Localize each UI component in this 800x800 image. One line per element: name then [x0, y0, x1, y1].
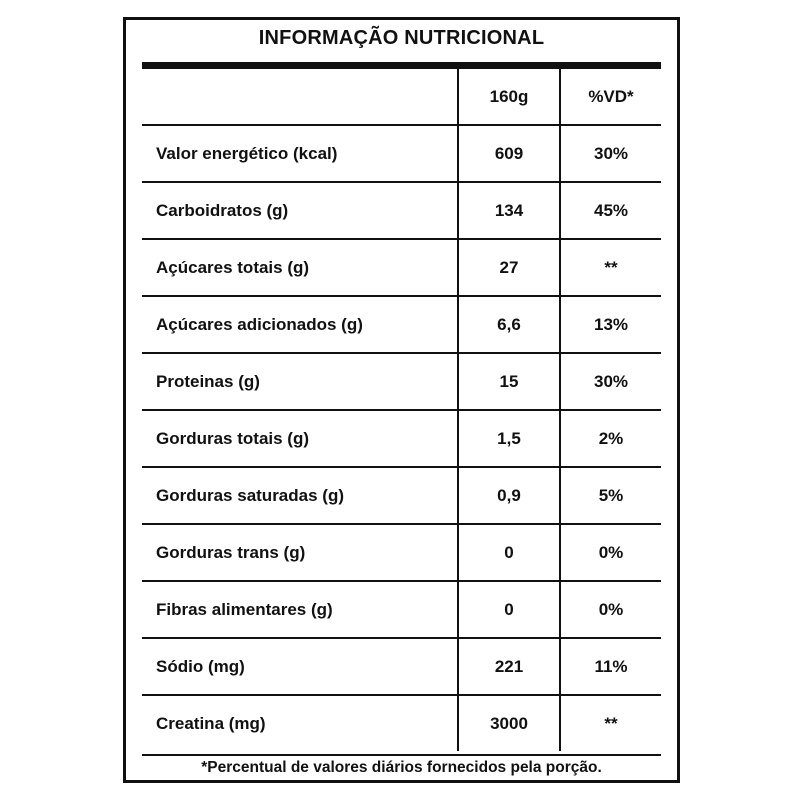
header-nutrient: [142, 69, 458, 125]
table-row: [142, 638, 661, 695]
nutrient-daily-value: 30%: [560, 353, 661, 410]
table-row: [142, 353, 661, 410]
nutrition-label: [123, 17, 680, 783]
nutrient-name: Açúcares totais (g): [142, 239, 458, 296]
nutrition-table: [142, 69, 661, 751]
nutrient-amount: 0: [458, 581, 560, 638]
nutrient-name: Proteinas (g): [142, 353, 458, 410]
nutrient-name: Açúcares adicionados (g): [142, 296, 458, 353]
nutrient-daily-value: 11%: [560, 638, 661, 695]
nutrient-daily-value: 0%: [560, 524, 661, 581]
nutrient-amount: 221: [458, 638, 560, 695]
nutrient-daily-value: **: [560, 695, 661, 751]
nutrient-name: Creatina (mg): [156, 713, 266, 733]
header-portion-amount: 160g: [458, 69, 560, 125]
table-row: [142, 296, 661, 353]
table-row: [142, 239, 661, 296]
title-divider: [142, 62, 661, 69]
nutrient-name: Sódio (mg): [142, 638, 458, 695]
table-row: [142, 125, 661, 182]
nutrient-name: Gorduras totais (g): [142, 410, 458, 467]
table-row: [142, 581, 661, 638]
table-header-row: [142, 69, 661, 125]
nutrient-daily-value: 30%: [560, 125, 661, 182]
nutrient-name: Valor energético (kcal): [142, 125, 458, 182]
label-title: INFORMAÇÃO NUTRICIONAL: [258, 27, 545, 49]
nutrient-daily-value: 13%: [560, 296, 661, 353]
nutrient-daily-value: **: [560, 239, 661, 296]
nutrient-amount: 3000: [458, 695, 560, 751]
nutrient-amount: 15: [458, 353, 560, 410]
nutrient-amount: 0: [458, 524, 560, 581]
nutrient-daily-value: 5%: [560, 467, 661, 524]
footnote: *Percentual de valores diários fornecidos pela porção.: [142, 754, 661, 780]
nutrient-name: Fibras alimentares (g): [142, 581, 458, 638]
nutrient-name: Gorduras trans (g): [142, 524, 458, 581]
table-row: [142, 524, 661, 581]
table-row: [142, 695, 661, 751]
nutrient-name: Carboidratos (g): [142, 182, 458, 239]
table-row: [142, 410, 661, 467]
nutrient-amount: 0,9: [458, 467, 560, 524]
nutrient-amount: 134: [458, 182, 560, 239]
nutrient-daily-value: 2%: [560, 410, 661, 467]
nutrient-amount: 609: [458, 125, 560, 182]
table-row: [142, 467, 661, 524]
nutrient-amount: 1,5: [458, 410, 560, 467]
nutrient-name: Gorduras saturadas (g): [142, 467, 458, 524]
nutrient-daily-value: 45%: [560, 182, 661, 239]
table-row: [142, 182, 661, 239]
nutrient-daily-value: 0%: [560, 581, 661, 638]
nutrient-amount: 27: [458, 239, 560, 296]
nutrient-amount: 6,6: [458, 296, 560, 353]
header-daily-value: %VD*: [560, 69, 661, 125]
